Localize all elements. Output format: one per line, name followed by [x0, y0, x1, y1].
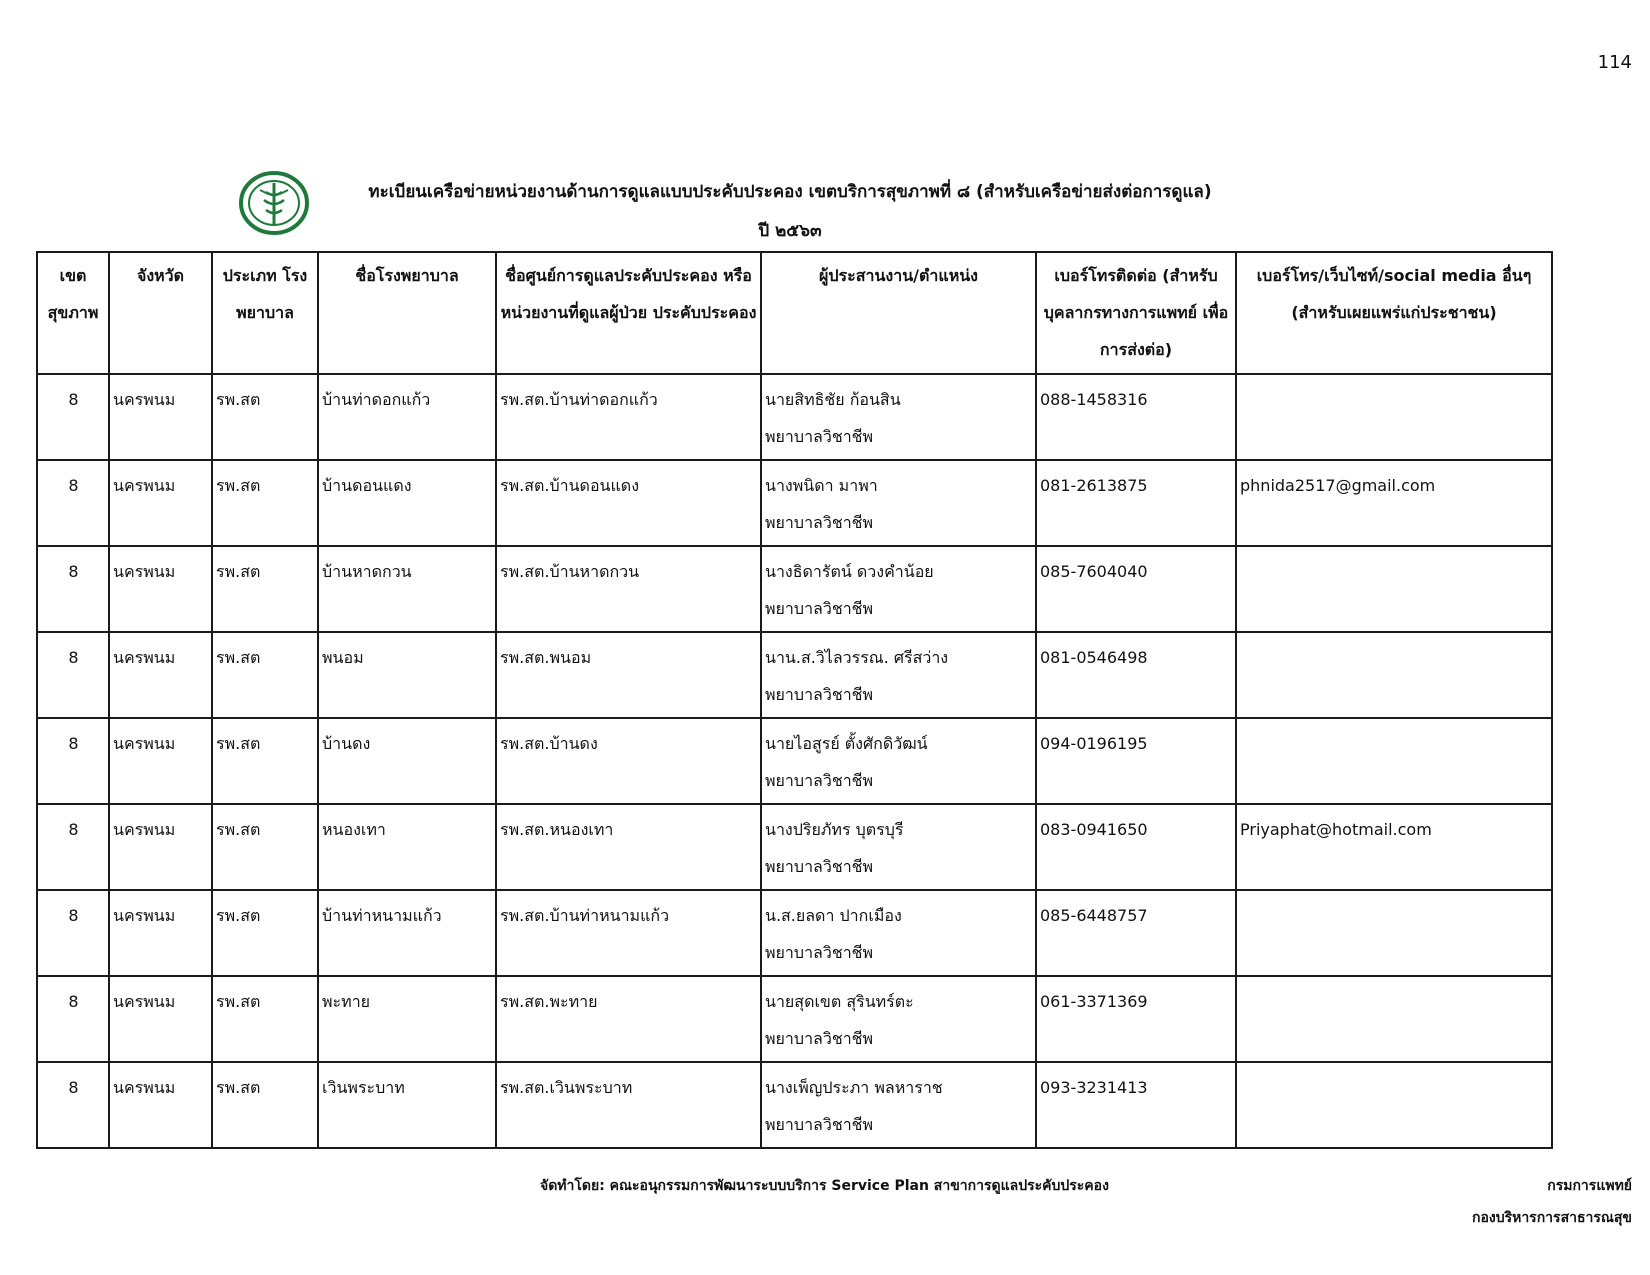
seal-icon	[238, 170, 310, 236]
cell-hospital-type: รพ.สต	[212, 374, 318, 460]
cell-province: นครพนม	[109, 804, 212, 890]
cell-province: นครพนม	[109, 374, 212, 460]
ministry-seal-logo	[238, 170, 310, 236]
cell-care-center: รพ.สต.บ้านท่าหนามแก้ว	[496, 890, 761, 976]
cell-coordinator	[761, 718, 1036, 804]
cell-public-contact	[1236, 632, 1552, 718]
cell-care-center: รพ.สต.บ้านดง	[496, 718, 761, 804]
coordinator-position: พยาบาลวิชาชีพ	[765, 685, 874, 704]
cell-referral-phone: 093-3231413	[1036, 1062, 1236, 1148]
cell-hospital-type: รพ.สต	[212, 632, 318, 718]
coordinator-name: นางธิดารัตน์ ดวงคำน้อย	[765, 562, 934, 581]
cell-zone: 8	[37, 718, 109, 804]
coordinator-position: พยาบาลวิชาชีพ	[765, 857, 874, 876]
cell-province: นครพนม	[109, 460, 212, 546]
cell-referral-phone: 088-1458316	[1036, 374, 1236, 460]
cell-coordinator	[761, 804, 1036, 890]
cell-coordinator	[761, 546, 1036, 632]
cell-zone: 8	[37, 1062, 109, 1148]
cell-hospital-name: บ้านท่าหนามแก้ว	[318, 890, 496, 976]
cell-province: นครพนม	[109, 976, 212, 1062]
cell-zone: 8	[37, 632, 109, 718]
cell-care-center: รพ.สต.พนอม	[496, 632, 761, 718]
cell-zone: 8	[37, 546, 109, 632]
table-row	[37, 632, 1552, 718]
cell-referral-phone: 085-7604040	[1036, 546, 1236, 632]
coordinator-position: พยาบาลวิชาชีพ	[765, 1029, 874, 1048]
cell-referral-phone: 061-3371369	[1036, 976, 1236, 1062]
table-row	[37, 804, 1552, 890]
table-row	[37, 718, 1552, 804]
cell-zone: 8	[37, 976, 109, 1062]
cell-hospital-type: รพ.สต	[212, 804, 318, 890]
col-header-coordinator: ผู้ประสานงาน/ตำแหน่ง	[761, 252, 1036, 374]
cell-hospital-name: พนอม	[318, 632, 496, 718]
cell-public-contact	[1236, 1062, 1552, 1148]
cell-public-contact	[1236, 890, 1552, 976]
col-header-public-contact: เบอร์โทร/เว็บไซท์/social media อื่นๆ (สำหรับเผยแพร่แก่ประชาชน)	[1236, 252, 1552, 374]
footer-credit: จัดทำโดย: คณะอนุกรรมการพัฒนาระบบบริการ Service Plan สาขาการดูแลประคับประคอง	[540, 1178, 1109, 1194]
cell-coordinator	[761, 632, 1036, 718]
cell-hospital-name: บ้านดอนแดง	[318, 460, 496, 546]
cell-hospital-type: รพ.สต	[212, 1062, 318, 1148]
table-row	[37, 890, 1552, 976]
cell-coordinator	[761, 460, 1036, 546]
table-row	[37, 460, 1552, 546]
coordinator-position: พยาบาลวิชาชีพ	[765, 513, 874, 532]
cell-zone: 8	[37, 890, 109, 976]
cell-hospital-name: บ้านหาดกวน	[318, 546, 496, 632]
cell-province: นครพนม	[109, 632, 212, 718]
cell-referral-phone: 094-0196195	[1036, 718, 1236, 804]
cell-referral-phone: 085-6448757	[1036, 890, 1236, 976]
cell-care-center: รพ.สต.หนองเทา	[496, 804, 761, 890]
coordinator-position: พยาบาลวิชาชีพ	[765, 943, 874, 962]
cell-hospital-type: รพ.สต	[212, 976, 318, 1062]
page-number: 114	[1597, 52, 1632, 73]
footer-division: กองบริหารการสาธารณสุข	[1471, 1210, 1632, 1226]
cell-province: นครพนม	[109, 546, 212, 632]
cell-public-contact	[1236, 546, 1552, 632]
footer-department: กรมการแพทย์	[1547, 1178, 1632, 1194]
cell-hospital-name: หนองเทา	[318, 804, 496, 890]
cell-zone: 8	[37, 374, 109, 460]
cell-public-contact: Priyaphat@hotmail.com	[1236, 804, 1552, 890]
cell-care-center: รพ.สต.เวินพระบาท	[496, 1062, 761, 1148]
coordinator-name: นายไอสูรย์ ตั้งศักดิวัฒน์	[765, 734, 928, 753]
cell-hospital-type: รพ.สต	[212, 890, 318, 976]
coordinator-name: นางพนิดา มาพา	[765, 476, 878, 495]
table-row	[37, 546, 1552, 632]
col-header-care-center: ชื่อศูนย์การดูแลประคับประคอง หรือ หน่วยงานที่ดูแลผู้ป่วย ประคับประคอง	[496, 252, 761, 374]
cell-hospital-name: พะทาย	[318, 976, 496, 1062]
cell-care-center: รพ.สต.บ้านดอนแดง	[496, 460, 761, 546]
cell-coordinator	[761, 890, 1036, 976]
coordinator-position: พยาบาลวิชาชีพ	[765, 599, 874, 618]
cell-hospital-type: รพ.สต	[212, 546, 318, 632]
cell-public-contact	[1236, 718, 1552, 804]
document-title: ทะเบียนเครือข่ายหน่วยงานด้านการดูแลแบบประคับประคอง เขตบริการสุขภาพที่ ๘ (สำหรับเครือข่ายส่งต่อการดูแล)	[368, 182, 1212, 202]
coordinator-position: พยาบาลวิชาชีพ	[765, 427, 874, 446]
coordinator-name: นางปริยภัทร บุตรบุรี	[765, 820, 904, 839]
coordinator-name: นายสุดเขต สุรินทร์ตะ	[765, 992, 914, 1011]
table-row	[37, 1062, 1552, 1148]
coordinator-name: นายสิทธิชัย ก้อนสิน	[765, 390, 901, 409]
cell-province: นครพนม	[109, 1062, 212, 1148]
document-year: ปี ๒๕๖๓	[758, 221, 822, 241]
cell-public-contact: phnida2517@gmail.com	[1236, 460, 1552, 546]
cell-care-center: รพ.สต.พะทาย	[496, 976, 761, 1062]
cell-province: นครพนม	[109, 890, 212, 976]
registry-table	[36, 251, 1553, 1149]
cell-care-center: รพ.สต.บ้านหาดกวน	[496, 546, 761, 632]
col-header-hospital-name: ชื่อโรงพยาบาล	[318, 252, 496, 374]
cell-hospital-type: รพ.สต	[212, 718, 318, 804]
cell-zone: 8	[37, 460, 109, 546]
cell-coordinator	[761, 1062, 1036, 1148]
cell-province: นครพนม	[109, 718, 212, 804]
cell-care-center: รพ.สต.บ้านท่าดอกแก้ว	[496, 374, 761, 460]
cell-coordinator	[761, 374, 1036, 460]
cell-public-contact	[1236, 976, 1552, 1062]
coordinator-name: นาน.ส.วิไลวรรณ. ศรีสว่าง	[765, 648, 949, 667]
cell-coordinator	[761, 976, 1036, 1062]
coordinator-name: น.ส.ยลดา ปากเมือง	[765, 906, 902, 925]
cell-hospital-name: เวินพระบาท	[318, 1062, 496, 1148]
col-header-zone: เขต สุขภาพ	[37, 252, 109, 374]
cell-referral-phone: 083-0941650	[1036, 804, 1236, 890]
cell-public-contact	[1236, 374, 1552, 460]
cell-referral-phone: 081-0546498	[1036, 632, 1236, 718]
cell-hospital-type: รพ.สต	[212, 460, 318, 546]
table-row	[37, 374, 1552, 460]
col-header-province: จังหวัด	[109, 252, 212, 374]
cell-zone: 8	[37, 804, 109, 890]
cell-hospital-name: บ้านท่าดอกแก้ว	[318, 374, 496, 460]
coordinator-position: พยาบาลวิชาชีพ	[765, 771, 874, 790]
coordinator-position: พยาบาลวิชาชีพ	[765, 1115, 874, 1134]
table-row	[37, 976, 1552, 1062]
cell-referral-phone: 081-2613875	[1036, 460, 1236, 546]
cell-hospital-name: บ้านดง	[318, 718, 496, 804]
coordinator-name: นางเพ็ญประภา พลหาราช	[765, 1078, 943, 1097]
table-body	[37, 374, 1552, 1148]
table-header-row	[37, 252, 1552, 374]
col-header-hospital-type: ประเภท โรงพยาบาล	[212, 252, 318, 374]
col-header-referral-phone: เบอร์โทรติดต่อ (สำหรับ บุคลากรทางการแพทย์ เพื่อการส่งต่อ)	[1036, 252, 1236, 374]
